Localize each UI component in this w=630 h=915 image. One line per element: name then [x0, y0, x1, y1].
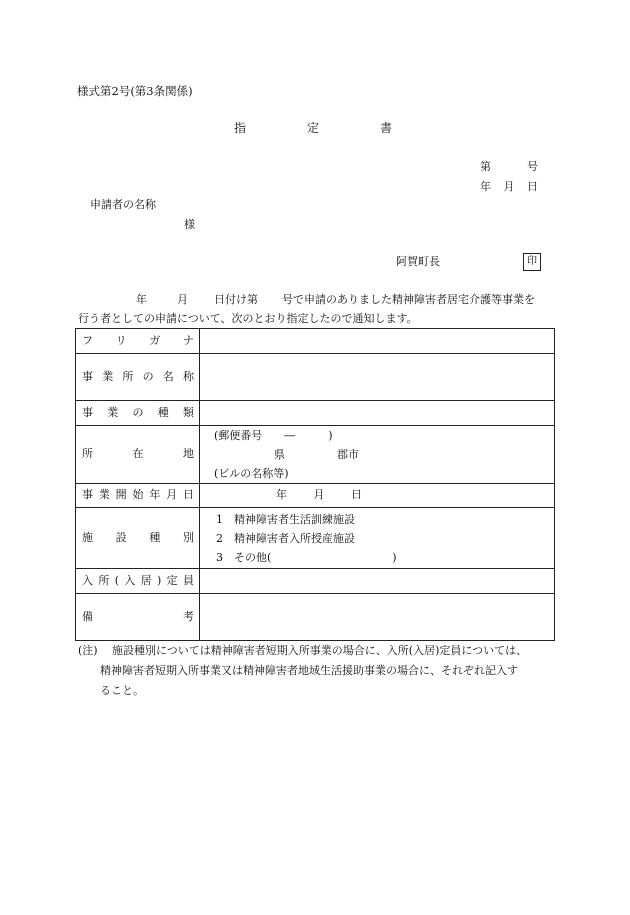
label-remarks: 備 考 [82, 609, 194, 623]
designation-table [75, 328, 555, 641]
building-name: (ビルの名称等) [214, 467, 289, 480]
document-number [480, 160, 538, 174]
postal-code: (郵便番号 ― ) [214, 429, 333, 442]
value-location[interactable] [200, 426, 555, 484]
start-date-fields: 年 月 日 [276, 488, 362, 502]
row-business-type [76, 401, 555, 426]
facility-option[interactable]: 3 その他( ) [216, 550, 397, 564]
label-office-name: 事 業 所 の 名 称 [82, 369, 194, 383]
notice-line-2: 行う者としての申請について、次のとおり指定したので通知します。 [78, 312, 418, 325]
note-line-1: 施設種別については精神障害者短期入所事業の場合に、入所(入居)定員については、 [112, 644, 528, 657]
value-capacity[interactable] [200, 569, 555, 594]
title-char: 書 [379, 121, 392, 135]
label-business-type: 事 業 の 種 類 [82, 405, 194, 419]
label-capacity: 入 所 ( 入 居 ) 定 員 [82, 573, 194, 587]
body-month: 月 [177, 293, 188, 306]
document-title [234, 121, 392, 137]
notice-line-1 [136, 293, 535, 307]
body-day-number: 日付け第 [214, 293, 258, 306]
label-furigana: フ リ ガ ナ [82, 333, 194, 347]
value-business-type[interactable] [200, 401, 555, 426]
note-line-3: ること。 [100, 684, 144, 697]
prefecture-ken: 県 [274, 448, 285, 461]
doc-number-dai: 第 [480, 160, 491, 173]
applicant-label: 申請者の名称 [90, 198, 156, 211]
body-request: 号で申請のありました精神障害者居宅介護等事業を [282, 293, 535, 306]
date-day: 日 [527, 180, 538, 193]
row-furigana [76, 329, 555, 354]
title-char: 定 [306, 121, 319, 135]
facility-option[interactable]: 2 精神障害者入所授産施設 [216, 531, 355, 545]
title-char: 指 [234, 121, 247, 135]
seal-stamp: 印 [523, 253, 541, 271]
date-year: 年 [480, 180, 491, 193]
label-start-date: 事 業 開 始 年 月 日 [82, 488, 194, 502]
value-furigana[interactable] [200, 329, 555, 354]
row-start-date [76, 484, 555, 508]
form-number: 様式第2号(第3条関係) [77, 84, 193, 98]
value-remarks[interactable] [200, 594, 555, 641]
prefecture-line [214, 445, 548, 464]
gun-shi: 郡市 [337, 448, 359, 461]
applicant-honorific: 様 [184, 218, 195, 231]
issuer-name: 阿賀町長 [396, 255, 440, 268]
document-date [480, 180, 538, 194]
label-facility-type: 施 設 種 別 [82, 530, 194, 544]
row-capacity [76, 569, 555, 594]
note-line-2: 精神障害者短期入所事業又は精神障害者地域生活援助事業の場合に、それぞれ記入す [100, 664, 518, 677]
row-facility-type [76, 508, 555, 569]
value-facility-type[interactable] [200, 508, 555, 569]
value-start-date[interactable] [200, 484, 555, 508]
label-location: 所 在 地 [82, 447, 194, 461]
date-month: 月 [503, 180, 515, 193]
row-location [76, 426, 555, 484]
value-office-name[interactable] [200, 354, 555, 401]
row-office-name [76, 354, 555, 401]
row-remarks [76, 594, 555, 641]
doc-number-gou: 号 [527, 160, 538, 173]
note-marker: (注) [78, 644, 98, 657]
body-year: 年 [136, 293, 147, 306]
facility-option[interactable]: 1 精神障害者生活訓練施設 [216, 512, 355, 526]
